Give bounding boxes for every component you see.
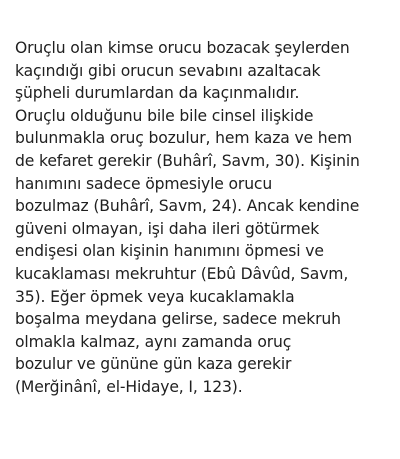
text-line: şüpheli durumlardan da kaçınmalıdır. (15, 84, 300, 103)
text-line: kaçındığı gibi orucun sevabını azaltacak (15, 61, 321, 80)
text-line: Oruçlu olan kimse orucu bozacak şeylerden (15, 39, 350, 57)
text-line: Oruçlu olduğunu bile bile cinsel ilişkide (15, 106, 314, 125)
text-line: bozulur ve gününe gün kaza gerekir (15, 355, 292, 374)
text-line: bozulmaz (Buhârî, Savm, 24). Ancak kendine (15, 197, 360, 216)
text-line: 35). Eğer öpmek veya kucaklamakla (15, 287, 295, 306)
text-line: bulunmakla oruç bozulur, hem kaza ve hem (15, 129, 352, 148)
article-text (15, 37, 390, 399)
text-line: boşalma meydana gelirse, sadece mekruh (15, 310, 341, 329)
text-line: güveni olmayan, işi daha ileri götürmek (15, 219, 320, 238)
text-line: kucaklaması mekruhtur (Ebû Dâvûd, Savm, (15, 264, 349, 283)
text-line: hanımını sadece öpmesiyle orucu (15, 174, 273, 193)
text-line: de kefaret gerekir (Buhârî, Savm, 30). Kişinin (15, 151, 360, 170)
text-line: endişesi olan kişinin hanımını öpmesi ve (15, 242, 324, 261)
text-line: (Merğinânî, el-Hidaye, I, 123). (15, 377, 243, 396)
text-line: olmakla kalmaz, aynı zamanda oruç (15, 332, 292, 351)
